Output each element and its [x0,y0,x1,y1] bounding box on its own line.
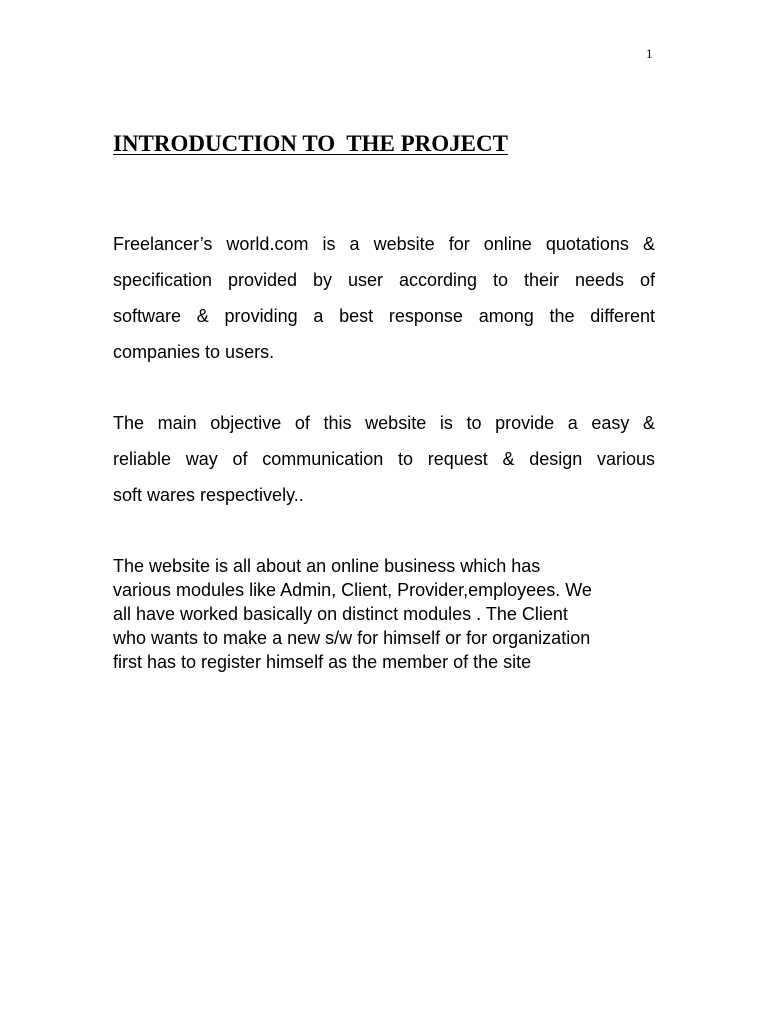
paragraph-line: first has to register himself as the member of the site [113,652,532,672]
paragraph-line: The main objective of this website is to provide a easy & [113,413,655,433]
page-title: INTRODUCTION TO THE PROJECT [113,131,508,156]
modules-paragraph [113,554,655,674]
paragraph-line: various modules like Admin, Client, Provider,employees. We [113,580,592,600]
paragraph-line: all have worked basically on distinct modules . The Client [113,604,568,624]
paragraph-line: soft wares respectively.. [113,485,304,505]
paragraph-line: Freelancer’s world.com is a website for online quotations & [113,234,655,254]
paragraph-line: reliable way of communication to request & design various [113,449,655,469]
paragraph-line: The website is all about an online business which has [113,556,541,576]
paragraph-line: companies to users. [113,342,275,362]
page-number: 1 [646,46,653,61]
paragraph-line: specification provided by user according to their needs of [113,270,655,290]
paragraph-line: who wants to make a new s/w for himself or for organization [113,628,591,648]
intro-paragraph [113,226,655,370]
objective-paragraph [113,405,655,513]
paragraph-line: software & providing a best response among the different [113,306,655,326]
